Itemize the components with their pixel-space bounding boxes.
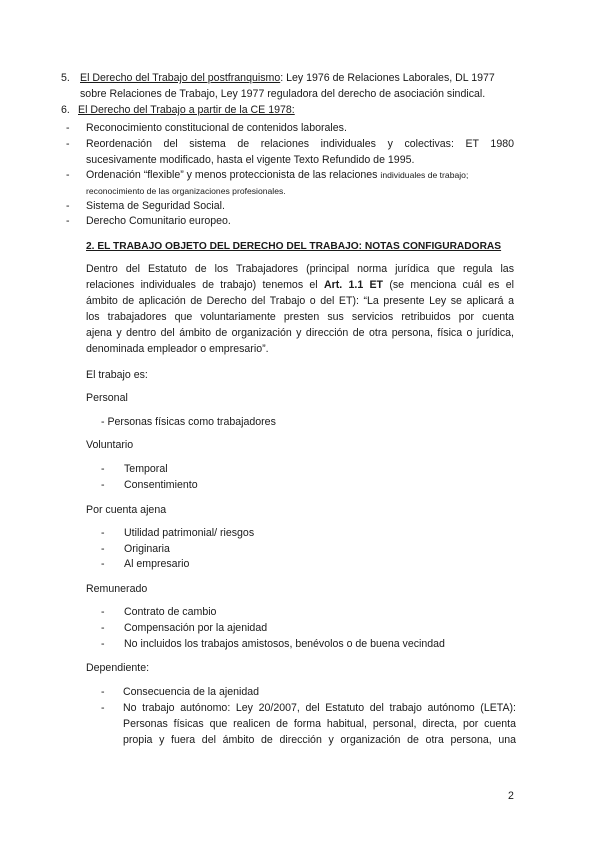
bullet-text: Ordenación “flexible” y menos proteccionista de las relaciones	[86, 169, 381, 181]
list-item: Compensación por la ajenidad	[124, 622, 268, 634]
bullet-text: Reordenación del sistema de relaciones individuales y colectivas: ET 1980	[86, 138, 514, 150]
page-number: 2	[508, 790, 514, 802]
bullet-dash: -	[66, 138, 70, 150]
bullet-text-line2: sucesivamente modificado, hasta el vigente Texto Refundido de 1995.	[86, 154, 415, 166]
section-6-number: 6.	[61, 104, 70, 116]
list-item-line2: Personas físicas que realicen de forma habitual, personal, directa, por cuenta	[123, 718, 516, 730]
list-item: Consecuencia de la ajenidad	[123, 686, 260, 698]
section-5-rest: : Ley 1976 de Relaciones Laborales, DL 1977	[280, 72, 495, 84]
personal-item: - Personas físicas como trabajadores	[101, 416, 276, 428]
section-heading: 2. EL TRABAJO OBJETO DEL DERECHO DEL TRABAJO: NOTAS CONFIGURADORAS	[86, 241, 502, 252]
list-dash: -	[101, 622, 105, 634]
intro-line2: relaciones individuales de trabajo) tenemos el Art. 1.1 ET (se menciona cuál es el	[86, 279, 514, 291]
bullet-dash: -	[66, 200, 70, 212]
bullet-dash: -	[66, 169, 70, 181]
section-6-title: El Derecho del Trabajo a partir de la CE 1978:	[78, 104, 295, 116]
intro-line1: Dentro del Estatuto de los Trabajadores (principal norma jurídica que regula las	[86, 263, 514, 275]
list-item: Contrato de cambio	[124, 606, 217, 618]
trabajo-es-label: El trabajo es:	[86, 369, 148, 381]
intro-line6: denominada empleador o empresario”.	[86, 343, 269, 355]
list-item: No incluidos los trabajos amistosos, benévolos o de buena vecindad	[124, 638, 445, 650]
dependiente-label: Dependiente:	[86, 662, 150, 674]
list-dash: -	[101, 686, 105, 698]
list-item: Utilidad patrimonial/ riesgos	[124, 527, 255, 539]
bullet-text-small: individuales de trabajo;	[380, 170, 469, 180]
list-item: Originaria	[124, 543, 170, 555]
intro-line5: ajena y dentro del ámbito de organización y dirección de otra persona, física o jurídica,	[86, 327, 514, 339]
section-5-line1	[80, 71, 495, 87]
cuenta-ajena-label: Por cuenta ajena	[86, 504, 167, 516]
bullet-text-line1	[86, 168, 516, 184]
bullet-text: Sistema de Seguridad Social.	[86, 200, 225, 212]
bullet-text: Reconocimiento constitucional de contenidos laborales.	[86, 122, 347, 134]
bullet-dash: -	[66, 215, 70, 227]
list-dash: -	[101, 606, 105, 618]
bullet-text-line1	[86, 137, 514, 153]
personal-label: Personal	[86, 392, 128, 404]
remunerado-label: Remunerado	[86, 583, 148, 595]
list-item: Temporal	[124, 463, 168, 475]
section-5-line2: sobre Relaciones de Trabajo, Ley 1977 reguladora del derecho de asociación sindical.	[80, 88, 486, 100]
bullet-dash: -	[66, 122, 70, 134]
list-dash: -	[101, 543, 105, 555]
list-item-line1: No trabajo autónomo: Ley 20/2007, del Estatuto del trabajo autónomo (LETA):	[123, 702, 516, 714]
intro-line3: ámbito de aplicación de Derecho del Trabajo o del ET): “La presente Ley se aplicará a	[86, 295, 514, 307]
bullet-text-line2: reconocimiento de las organizaciones profesionales.	[86, 186, 286, 196]
section-5-title: El Derecho del Trabajo del postfranquismo	[80, 72, 281, 84]
list-dash: -	[101, 479, 105, 491]
voluntario-label: Voluntario	[86, 439, 134, 451]
list-dash: -	[101, 558, 105, 570]
list-dash: -	[101, 463, 105, 475]
list-dash: -	[101, 638, 105, 650]
list-item: Al empresario	[124, 558, 190, 570]
bullet-text: Derecho Comunitario europeo.	[86, 215, 231, 227]
list-item: Consentimiento	[124, 479, 198, 491]
section-5-number: 5.	[61, 72, 70, 84]
article-reference: Art. 1.1 ET	[323, 279, 384, 291]
list-dash: -	[101, 702, 105, 714]
list-item-line3: propia y fuera del ámbito de dirección y organización de otra persona, una	[123, 734, 516, 746]
list-dash: -	[101, 527, 105, 539]
intro-line4: los trabajadores que voluntariamente presten sus servicios retribuidos por cuenta	[86, 311, 514, 323]
